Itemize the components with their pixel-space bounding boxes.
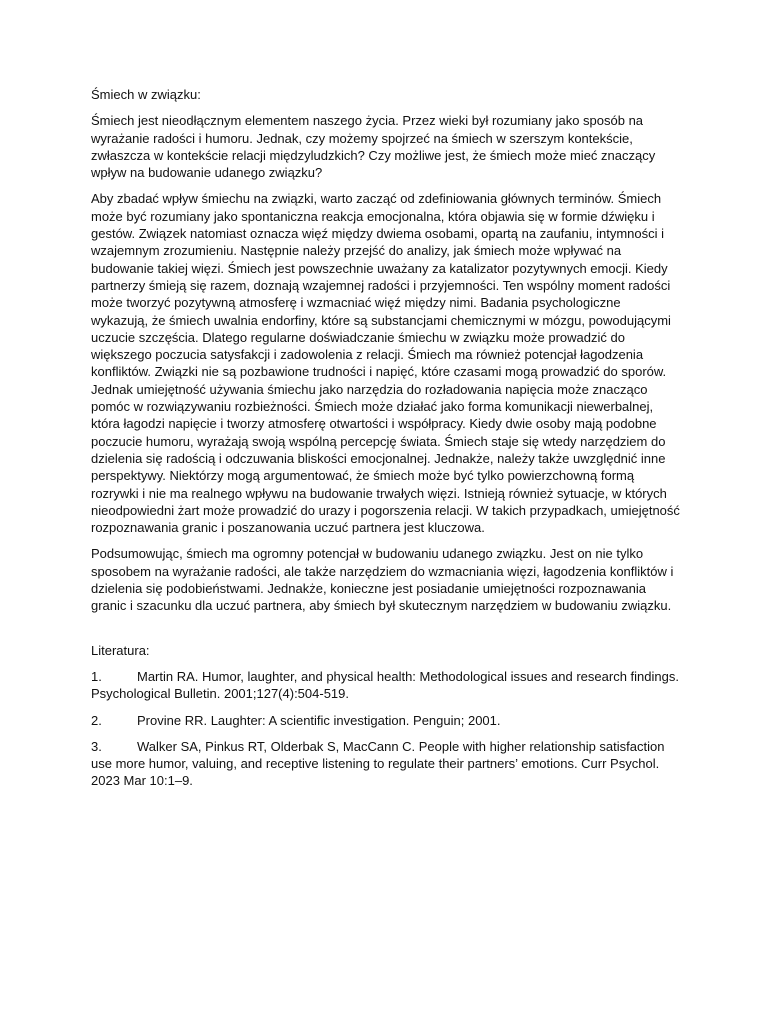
paragraph-body: Aby zbadać wpływ śmiechu na związki, warto zacząć od zdefiniowania głównych terminów. Śmiech może być rozumiany jako spontaniczna reakcja emocjonalna, która objawia się w formie dźwięku i gestów. Związek natomiast oznacza więź między dwiema osobami, opartą na zaufaniu, intymności i wzajemnym zrozumieniu. Następnie należy przejść do analizy, jak śmiech może wpływać na budowanie takiej więzi. Śmiech jest powszechnie uważany za katalizator pozytywnych emocji. Kiedy partnerzy śmieją się razem, doznają wzajemnej radości i przyjemności. Ten wspólny moment radości może tworzyć pozytywną atmosferę i wzmacniać więź między nimi. Badania psychologiczne wykazują, że śmiech uwalnia endorfiny, które są substancjami chemicznymi w mózgu, powodującymi uczucie szczęścia. Dlatego regularne doświadczanie śmiechu w związku może prowadzić do większego poczucia satysfakcji i zadowolenia z relacji. Śmiech ma również potencjał łagodzenia konfliktów. Związki nie są pozbawione trudności i napięć, które czasami mogą prowadzić do sporów. Jednak umiejętność używania śmiechu jako narzędzia do rozładowania napięcia może znacząco pomóc w rozwiązywaniu rozbieżności. Śmiech może działać jako forma komunikacji niewerbalnej, która łagodzi napięcie i tworzy atmosferę otwartości i współpracy. Kiedy dwie osoby mają podobne poczucie humoru, wyrażają swoją wspólną percepcję świata. Śmiech staje się wtedy narzędziem do dzielenia się radością i odczuwania bliskości emocjonalnej. Jednakże, należy także uwzględnić inne perspektywy. Niektórzy mogą argumentować, że śmiech może być tylko powierzchowną formą rozrywki i nie ma realnego wpływu na budowanie trwałych więzi. Istnieją również sytuacje, w których nieodpowiedni żart może prowadzić do urazy i pogorszenia relacji. W takich przypadkach, umiejętność rozpoznawania granic i poszanowania uczuć partnera jest kluczowa.	[91, 191, 680, 536]
reference-item	[91, 712, 681, 729]
reference-text: Martin RA. Humor, laughter, and physical health: Methodological issues and research findings. Psychological Bulletin. 2001;127(4):504-519.	[91, 668, 679, 702]
reference-text: Walker SA, Pinkus RT, Olderbak S, MacCann C. People with higher relationship satisfaction use more humor, valuing, and receptive listening to regulate their partners’ emotions. Curr Psychol. 2023 Mar 10:1–9.	[91, 738, 665, 789]
document-title: Śmiech w związku:	[91, 87, 201, 102]
literature-heading: Literatura:	[91, 642, 150, 658]
reference-number: 2.	[91, 712, 102, 728]
reference-item	[91, 738, 681, 790]
document-page	[91, 86, 681, 799]
reference-text: Provine RR. Laughter: A scientific investigation. Penguin; 2001.	[137, 712, 501, 728]
reference-number: 1.	[91, 668, 102, 684]
paragraph-intro: Śmiech jest nieodłącznym elementem naszego życia. Przez wieki był rozumiany jako sposób na wyrażanie radości i humoru. Jednak, czy możemy spojrzeć na śmiech w szerszym kontekście, zwłaszcza w kontekście relacji międzyludzkich? Czy możliwe jest, że śmiech może mieć znaczący wpływ na budowanie udanego związku?	[91, 113, 656, 181]
paragraph-summary: Podsumowując, śmiech ma ogromny potencjał w budowaniu udanego związku. Jest on nie tylko sposobem na wyrażanie radości, ale także narzędziem do wzmacniania więzi, łagodzenia konfliktów i dzielenia się podobieństwami. Jednakże, konieczne jest posiadanie umiejętności rozpoznawania granic i szacunku dla uczuć partnera, aby śmiech był skutecznym narzędziem w budowaniu związku.	[91, 546, 674, 614]
reference-item	[91, 668, 681, 703]
reference-number: 3.	[91, 738, 102, 754]
